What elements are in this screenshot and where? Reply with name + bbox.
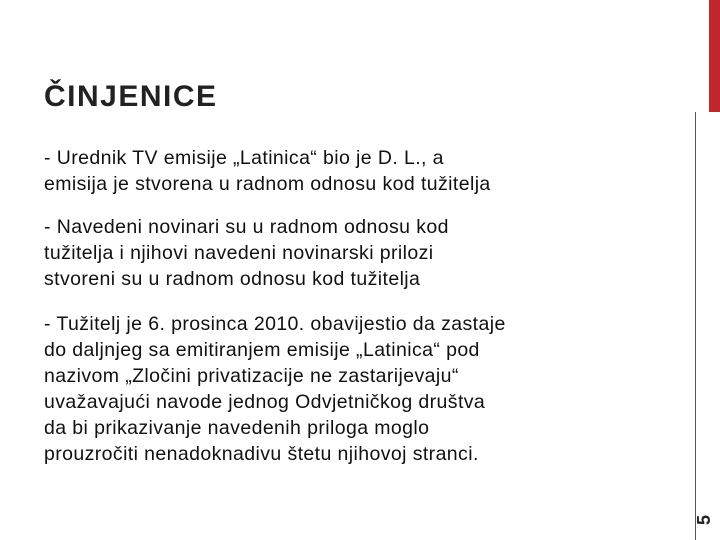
accent-bar: [709, 0, 720, 112]
slide-title: ČINJENICE: [44, 80, 218, 113]
paragraph-2: - Navedeni novinari su u radnom odnosu kod tužitelja i njihovi navedeni novinarski prilozi stvoreni su u radnom odnosu kod tužitelja: [44, 216, 449, 290]
page-number: 5: [694, 515, 714, 526]
paragraph-1: - Urednik TV emisije „Latinica“ bio je D. L., a emisija je stvorena u radnom odnosu kod tužitelja: [44, 147, 491, 195]
paragraph-3: - Tužitelj je 6. prosinca 2010. obavijestio da zastaje do daljnjeg sa emitiranjem emisije „Latinica“ pod nazivom „Zločini privatizacije ne zastarijevaju“ uvažavajući navode jednog Odvjetničkog društva da bi prikazivanje navedenih priloga moglo prouzročiti nenadoknadivu štetu njihovoj stranci.: [44, 313, 506, 465]
divider-line: [695, 112, 696, 540]
